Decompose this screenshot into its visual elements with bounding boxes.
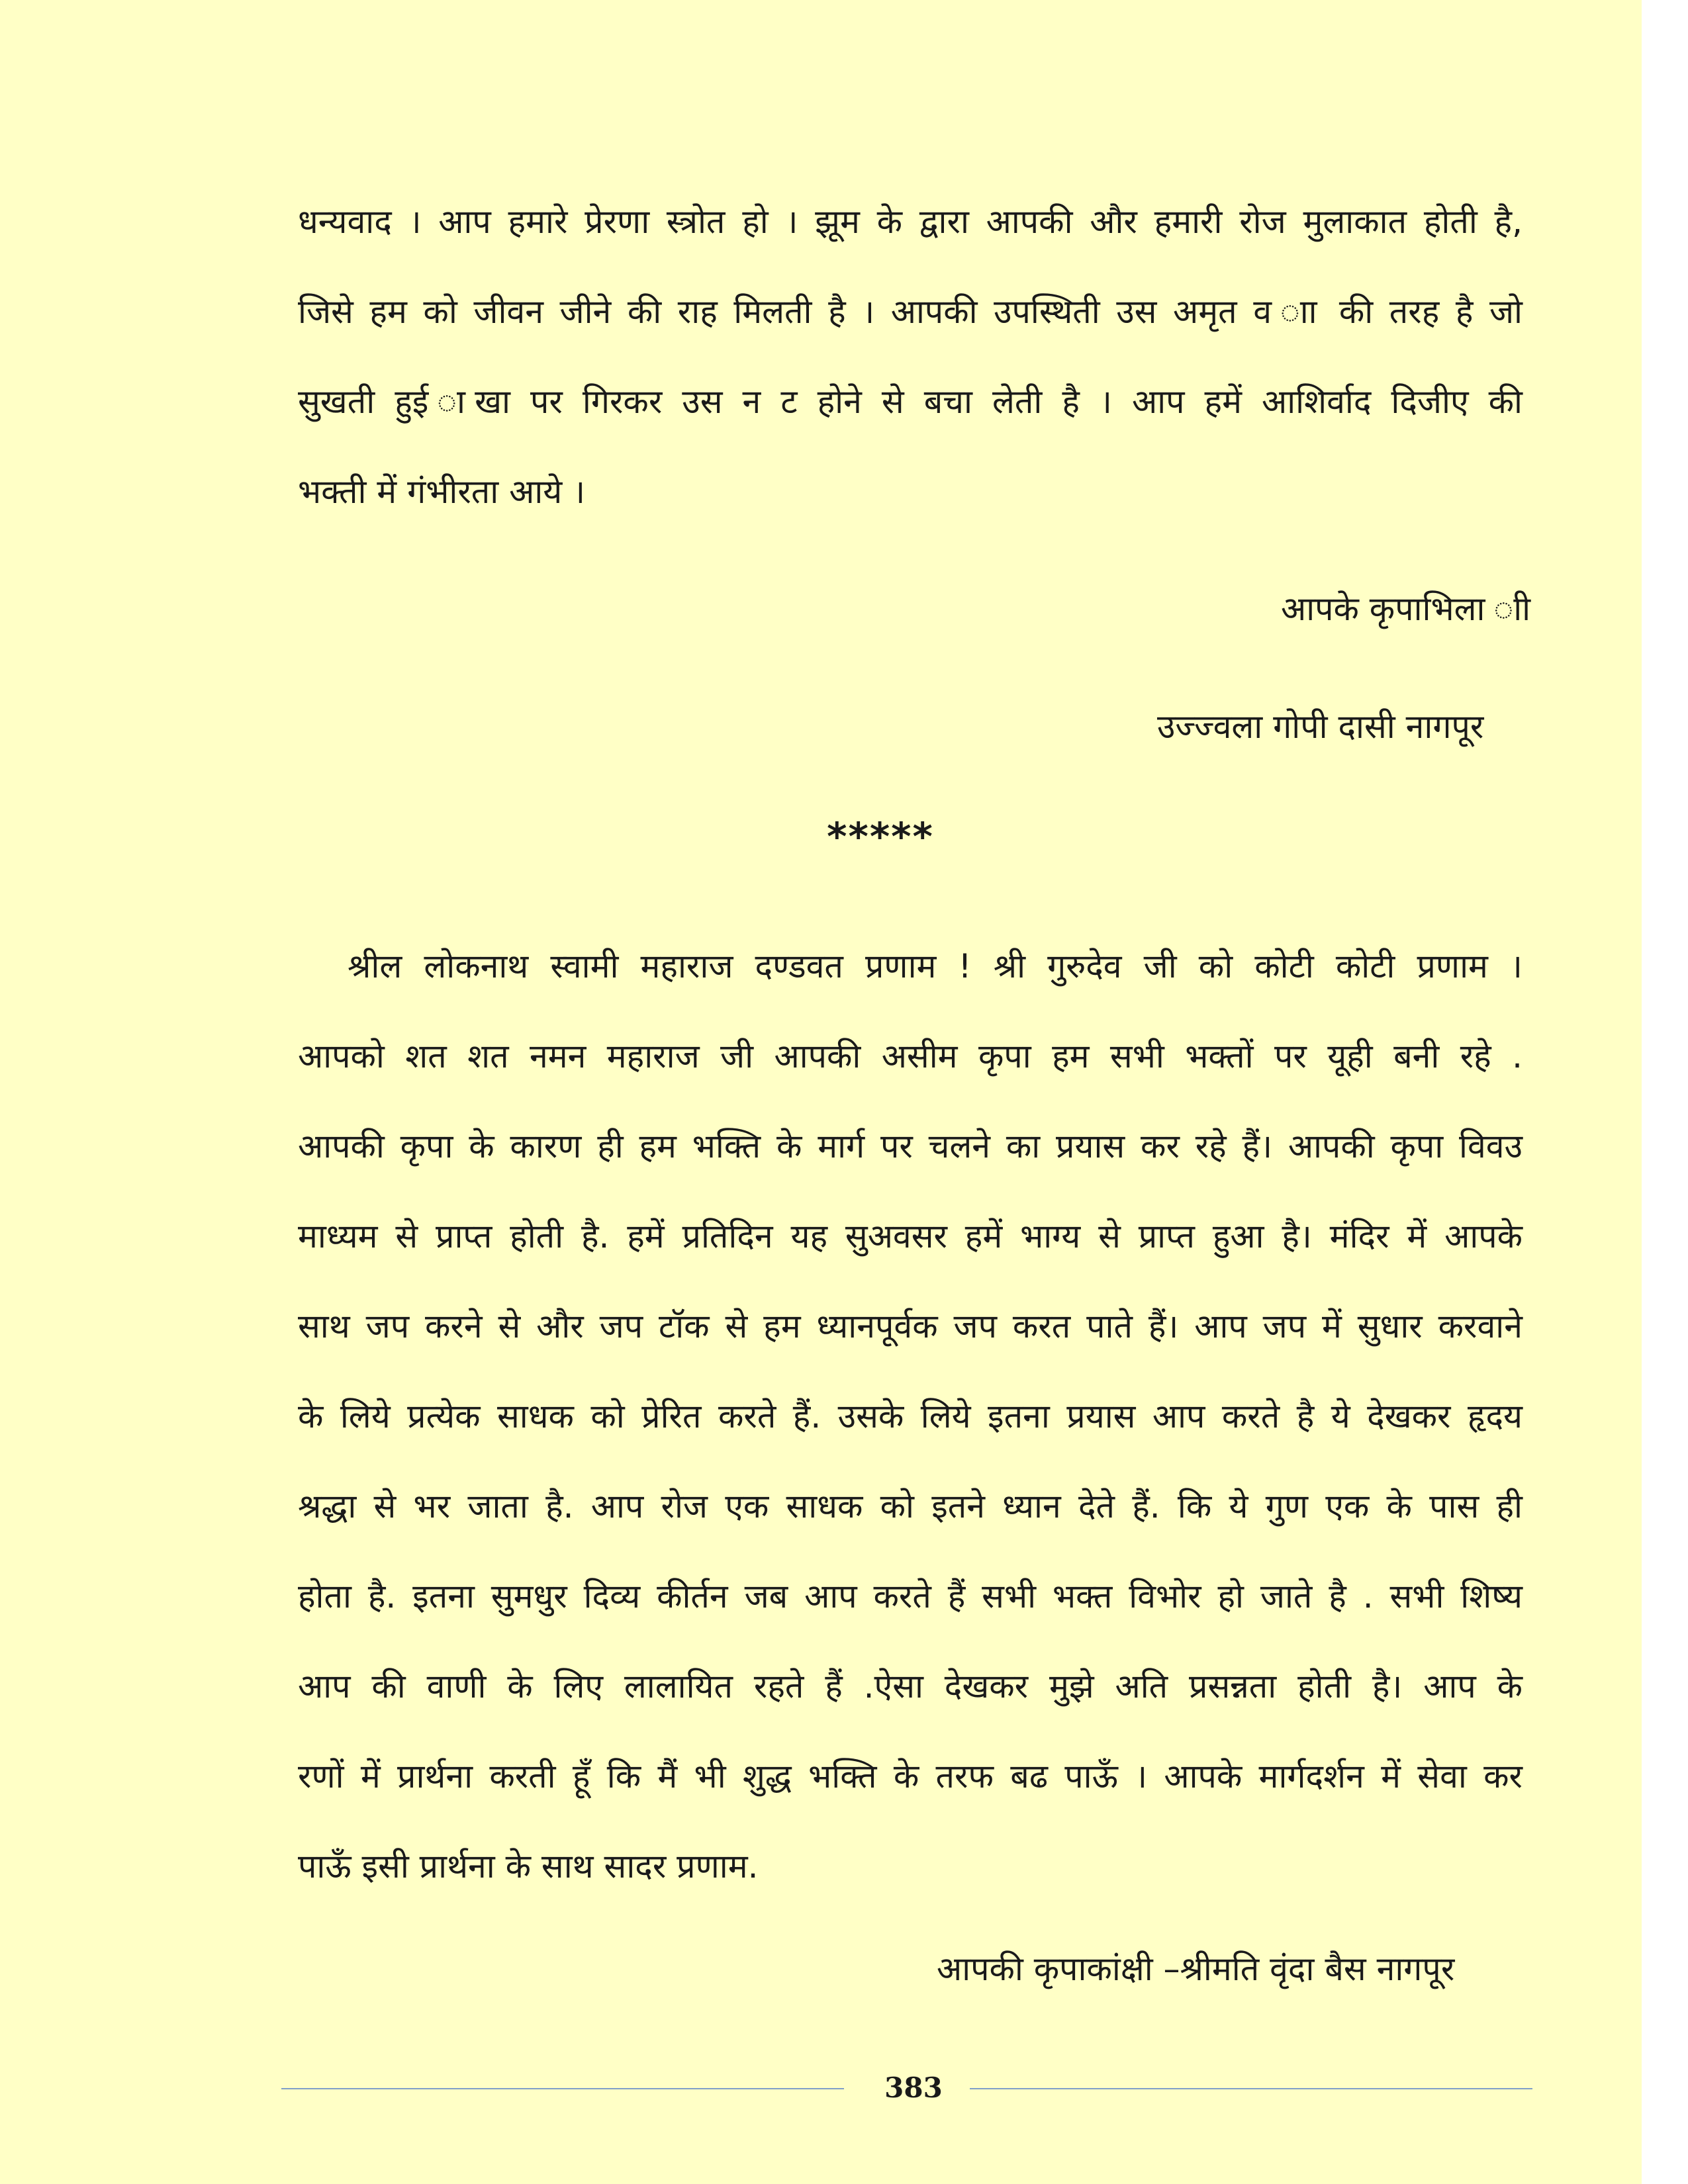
paragraph-2-line: आपको शत शत नमन महाराज जी आपकी असीम कृपा हम सभी भक्तों पर यूही बनी रहे . [298,1037,1523,1075]
paragraph-2-line: पाऊँ इसी प्रार्थना के साथ सादर प्रणाम. [298,1847,759,1886]
paragraph-1-line: भक्ती में गंभीरता आये । [298,473,586,511]
paragraph-2-line: आपकी कृपा के कारण ही हम भक्ति के मार्ग पर चलने का प्रयास कर रहे हैं। आपकी कृपा विवउ [298,1127,1523,1165]
paragraph-1-line: सुखती हुई ाखा पर गिरकर उस न ट होने से बचा लेती है । आप हमें आशिर्वाद दिजीए की [298,383,1523,421]
paragraph-1-line: धन्यवाद । आप हमारे प्रेरणा स्त्रोत हो । झूम के द्वारा आपकी और हमारी रोज मुलाकात होती है, [298,203,1523,241]
paragraph-2-line: रणों में प्रार्थना करती हूँ कि मैं भी शुद्ध भक्ति के तरफ बढ पाऊँ । आपके मार्गदर्शन में सेवा कर [298,1757,1523,1796]
paragraph-2-line: साथ जप करने से और जप टॉक से हम ध्यानपूर्वक जप करत पाते हैं। आप जप में सुधार करवाने [298,1307,1523,1345]
paragraph-1-line: जिसे हम को जीवन जीने की राह मिलती है । आपकी उपस्थिती उस अमृत व ाा की तरह है जो [298,293,1523,331]
signature-1-closing: आपके कृपाभिला ाी [1281,590,1531,628]
paragraph-2-line: होता है. इतना सुमधुर दिव्य कीर्तन जब आप करते हैं सभी भक्त विभोर हो जाते है . सभी शिष्य [298,1577,1523,1615]
paragraph-2-line: आप की वाणी के लिए लालायित रहते हैं .ऐसा देखकर मुझे अति प्रसन्नता होती है। आप के [298,1667,1523,1706]
paragraph-2-line: श्रद्धा से भर जाता है. आप रोज एक साधक को इतने ध्यान देते हैं. कि ये गुण एक के पास ही [298,1487,1523,1525]
paragraph-2-line: श्रील लोकनाथ स्वामी महाराज दण्डवत प्रणाम ! श्री गुरुदेव जी को कोटी कोटी प्रणाम । [348,947,1523,985]
paragraph-1 [298,199,1523,511]
paragraph-2-line: माध्यम से प्राप्त होती है. हमें प्रतिदिन यह सुअवसर हमें भाग्य से प्राप्त हुआ है। मंदिर में आपके [298,1217,1523,1255]
section-separator: ***** [827,814,934,859]
signature-1-name: उज्ज्वला गोपी दासी नागपूर [1157,707,1484,746]
footer-rule-right [970,2088,1532,2089]
signature-2: आपकी कृपाकांक्षी –श्रीमति वृंदा बैस नागपूर [937,1950,1455,1988]
paragraph-2-line: के लिये प्रत्येक साधक को प्रेरित करते हैं. उसके लिये इतना प्रयास आप करते है ये देखकर हृदय [298,1397,1523,1435]
paragraph-2 [298,943,1523,1886]
footer-rule-left [281,2088,844,2089]
page-number: 383 [884,2071,943,2104]
